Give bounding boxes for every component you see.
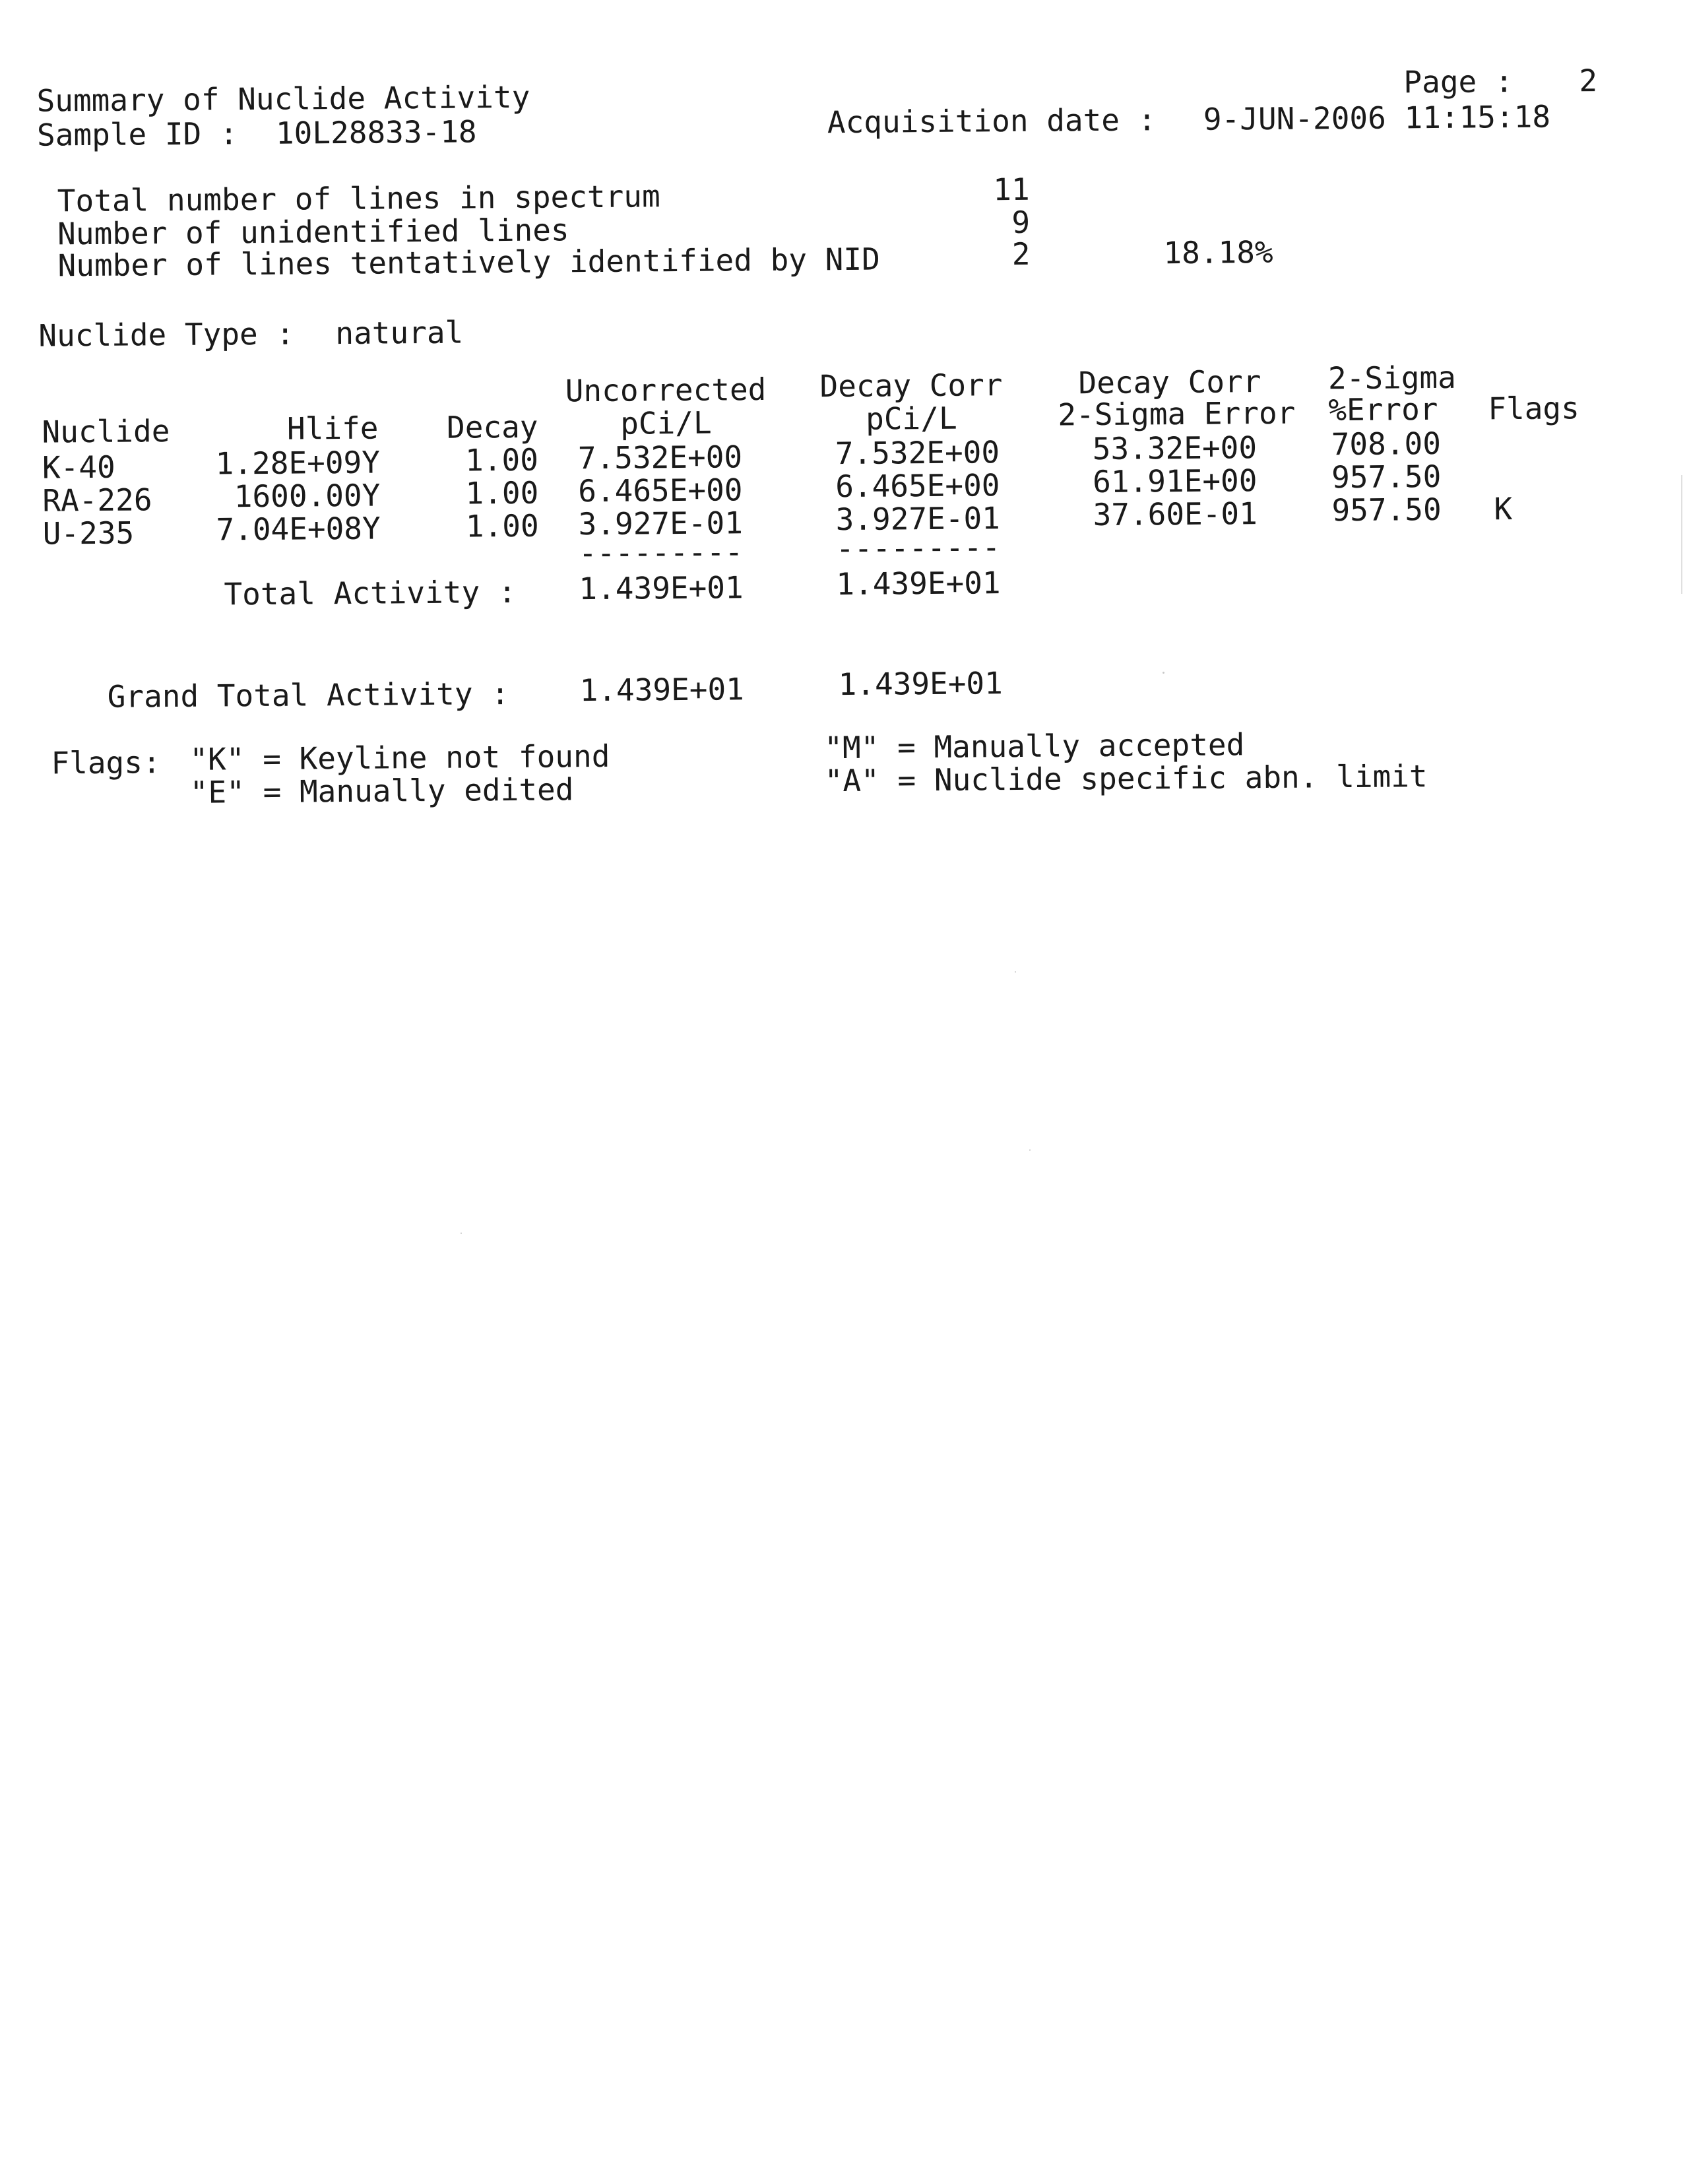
flags-legend-label: Flags: bbox=[51, 744, 161, 781]
grand-total-decay-corr: 1.439E+01 bbox=[838, 665, 1004, 703]
scan-speck bbox=[1029, 1149, 1031, 1151]
header-flags: Flags bbox=[1488, 390, 1580, 427]
acquisition-date: 9-JUN-2006 11:15:18 bbox=[1203, 98, 1551, 137]
total-activity-label: Total Activity : bbox=[224, 573, 517, 612]
header-uncorrected: Uncorrected bbox=[565, 371, 767, 409]
scan-speck bbox=[1015, 971, 1016, 973]
sample-id-label: Sample ID : bbox=[36, 115, 238, 153]
flag-e-legend: "E" = Manually edited bbox=[189, 771, 574, 810]
flag-k-legend: "K" = Keyline not found bbox=[189, 738, 610, 777]
row-k40-nuclide: K-40 bbox=[42, 449, 115, 486]
row-u235-uncorrected: 3.927E-01 bbox=[578, 505, 744, 542]
scan-speck bbox=[461, 1233, 462, 1234]
header-hlife: Hlife bbox=[286, 410, 379, 447]
row-ra226-decay-corr: 6.465E+00 bbox=[835, 467, 1000, 505]
header-nuclide: Nuclide bbox=[42, 413, 170, 450]
header-decay: Decay bbox=[446, 408, 538, 445]
total-activity-uncorrected: 1.439E+01 bbox=[579, 569, 744, 607]
header-sigma-error-2: 2-Sigma Error bbox=[1058, 395, 1296, 433]
unidentified-lines-value: 9 bbox=[1011, 204, 1031, 241]
row-k40-sigma-error: 53.32E+00 bbox=[1092, 430, 1258, 467]
header-decay-corr-unit: pCi/L bbox=[865, 400, 957, 437]
row-ra226-pct-error: 957.50 bbox=[1331, 458, 1442, 496]
page-label: Page : bbox=[1403, 63, 1514, 100]
sample-id-value: 10L28833-18 bbox=[275, 113, 477, 151]
row-k40-pct-error: 708.00 bbox=[1331, 425, 1442, 463]
scan-edge-mark bbox=[1681, 475, 1682, 594]
header-uncorrected-unit: pCi/L bbox=[620, 404, 712, 441]
row-u235-nuclide: U-235 bbox=[42, 515, 135, 552]
report-title: Summary of Nuclide Activity bbox=[36, 79, 530, 119]
row-ra226-sigma-error: 61.91E+00 bbox=[1092, 463, 1258, 500]
row-ra226-uncorrected: 6.465E+00 bbox=[578, 472, 743, 509]
tentative-lines-label: Number of lines tentatively identified by NID bbox=[57, 241, 880, 284]
row-u235-hlife: 7.04E+08Y bbox=[216, 510, 381, 548]
flag-a-legend: "A" = Nuclide specific abn. limit bbox=[824, 758, 1428, 799]
grand-total-uncorrected: 1.439E+01 bbox=[579, 671, 745, 709]
row-k40-decay-corr: 7.532E+00 bbox=[835, 434, 1000, 472]
acquisition-label: Acquisition date : bbox=[827, 102, 1157, 141]
total-activity-decay-corr: 1.439E+01 bbox=[836, 565, 1001, 602]
tentative-lines-percent: 18.18% bbox=[1163, 234, 1273, 271]
total-lines-value: 11 bbox=[993, 171, 1030, 208]
header-sigma-pct-1: 2-Sigma bbox=[1327, 359, 1457, 397]
row-k40-hlife: 1.28E+09Y bbox=[215, 444, 381, 482]
row-k40-uncorrected: 7.532E+00 bbox=[577, 439, 743, 476]
row-u235-decay-corr: 3.927E-01 bbox=[835, 500, 1001, 538]
scan-speck bbox=[1163, 672, 1164, 674]
row-ra226-decay: 1.00 bbox=[465, 474, 539, 511]
separator-decay-corr: --------- bbox=[835, 529, 1001, 567]
header-sigma-pct-2: %Error bbox=[1328, 391, 1438, 428]
separator-uncorrected: --------- bbox=[578, 534, 744, 571]
page-number: 2 bbox=[1579, 63, 1598, 99]
row-u235-flags: K bbox=[1494, 491, 1513, 527]
row-ra226-nuclide: RA-226 bbox=[42, 482, 152, 519]
header-sigma-error-1: Decay Corr bbox=[1078, 364, 1261, 401]
row-k40-decay: 1.00 bbox=[464, 441, 539, 478]
nuclide-type-label: Nuclide Type : bbox=[38, 315, 295, 354]
row-ra226-hlife: 1600.00Y bbox=[234, 477, 381, 515]
row-u235-pct-error: 957.50 bbox=[1331, 491, 1442, 529]
tentative-lines-value: 2 bbox=[1011, 236, 1031, 273]
row-u235-decay: 1.00 bbox=[465, 507, 539, 544]
grand-total-label: Grand Total Activity : bbox=[107, 676, 510, 715]
row-u235-sigma-error: 37.60E-01 bbox=[1093, 496, 1258, 533]
nuclide-type-value: natural bbox=[335, 314, 464, 352]
flag-m-legend: "M" = Manually accepted bbox=[824, 726, 1245, 766]
total-lines-label: Total number of lines in spectrum bbox=[57, 178, 660, 219]
unidentified-lines-label: Number of unidentified lines bbox=[57, 212, 569, 252]
header-decay-corr: Decay Corr bbox=[819, 367, 1003, 404]
